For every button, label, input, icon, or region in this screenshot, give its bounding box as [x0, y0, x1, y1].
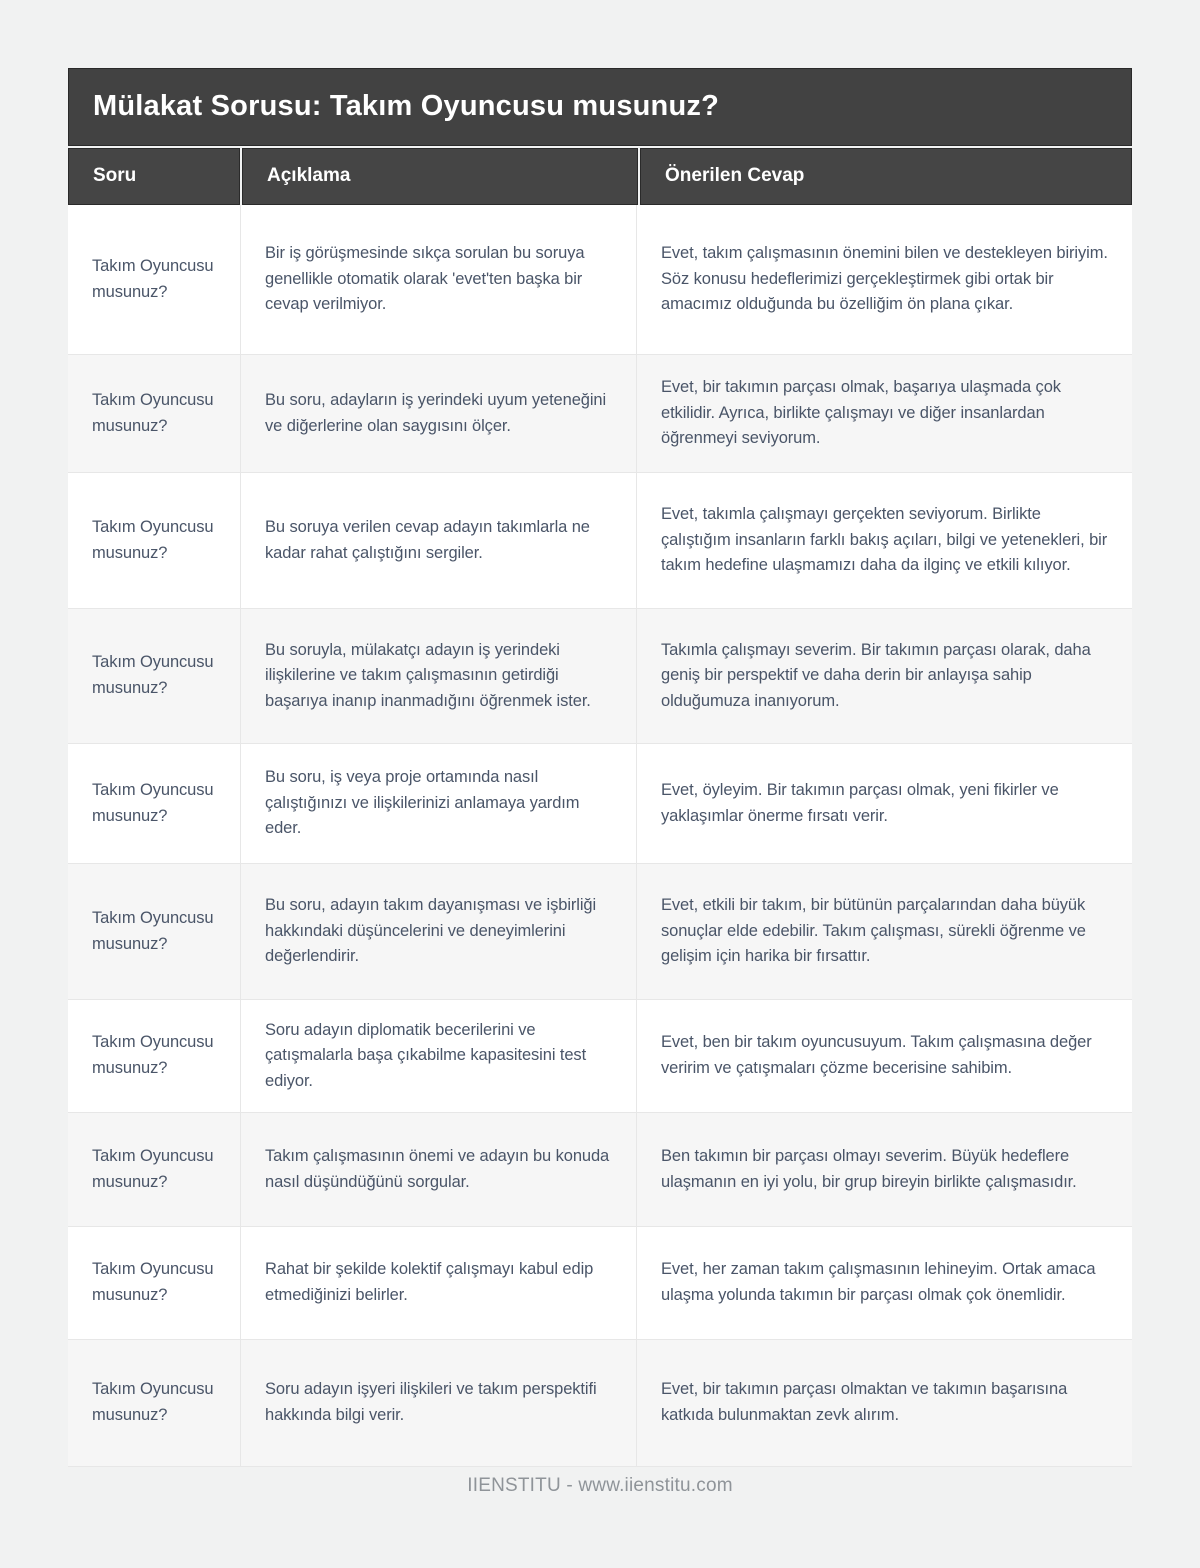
question-cell — [68, 355, 240, 472]
table-body — [68, 205, 1132, 1467]
question-cell-text: Takım Oyuncusu musunuz? — [92, 256, 214, 301]
answer-cell-text: Evet, etkili bir takım, bir bütünün parçalarından daha büyük sonuçlar elde edebilir. Takım çalışması, sürekli öğrenme ve gelişim için harika bir fırsattır. — [661, 896, 1086, 966]
answer-cell — [636, 355, 1132, 472]
answer-cell — [636, 473, 1132, 608]
description-cell — [240, 355, 636, 472]
question-cell — [68, 1227, 240, 1339]
description-cell-text: Bu soru, adayın takım dayanışması ve işbirliği hakkındaki düşüncelerini ve deneyimlerini değerlendirir. — [265, 896, 597, 966]
answer-cell-text: Takımla çalışmayı severim. Bir takımın parçası olarak, daha geniş bir perspektif ve daha derin bir anlayışa sahip olduğumuza inanıyorum. — [661, 640, 1091, 710]
question-cell-text: Takım Oyuncusu musunuz? — [92, 1380, 214, 1424]
table-row — [68, 864, 1132, 1000]
description-cell-text: Bu soru, adayların iş yerindeki uyum yeteneğini ve diğerlerine olan saygısını ölçer. — [265, 390, 607, 435]
question-cell — [68, 1000, 240, 1112]
interview-question-card — [68, 68, 1132, 1467]
description-cell — [240, 744, 636, 863]
column-header-aciklama: Açıklama — [242, 148, 638, 205]
table-row — [68, 609, 1132, 744]
question-cell-text: Takım Oyuncusu musunuz? — [92, 1260, 214, 1304]
description-cell-text: Takım çalışmasının önemi ve adayın bu konuda nasıl düşündüğünü sorgular. — [265, 1146, 610, 1191]
answer-cell-text: Evet, bir takımın parçası olmaktan ve takımın başarısına katkıda bulunmaktan zevk alırım. — [661, 1380, 1068, 1424]
question-cell — [68, 205, 240, 354]
description-cell — [240, 1340, 636, 1466]
description-cell — [240, 1113, 636, 1226]
description-cell-text: Bir iş görüşmesinde sıkça sorulan bu soruya genellikle otomatik olarak 'evet'ten başka bir cevap verilmiyor. — [265, 244, 585, 314]
question-cell-text: Takım Oyuncusu musunuz? — [92, 390, 214, 435]
table-row — [68, 1340, 1132, 1467]
question-cell-text: Takım Oyuncusu musunuz? — [92, 517, 214, 562]
answer-cell-text: Evet, ben bir takım oyuncusuyum. Takım çalışmasına değer veririm ve çatışmaları çözme becerisine sahibim. — [661, 1033, 1092, 1077]
question-cell-text: Takım Oyuncusu musunuz? — [92, 1033, 214, 1077]
description-cell — [240, 1000, 636, 1112]
description-cell-text: Soru adayın diplomatik becerilerini ve çatışmalarla başa çıkabilme kapasitesini test ediyor. — [265, 1020, 587, 1090]
description-cell — [240, 864, 636, 999]
description-cell-text: Bu soru, iş veya proje ortamında nasıl çalıştığınızı ve ilişkilerinizi anlamaya yardım eder. — [265, 768, 580, 838]
description-cell-text: Bu soruya verilen cevap adayın takımlarla ne kadar rahat çalıştığını sergiler. — [265, 517, 590, 562]
footer-credit: IIENSTITU - www.iienstitu.com — [467, 1475, 733, 1496]
column-header-soru: Soru — [68, 148, 240, 205]
answer-cell — [636, 1113, 1132, 1226]
description-cell — [240, 473, 636, 608]
question-cell-text: Takım Oyuncusu musunuz? — [92, 780, 214, 825]
description-cell-text: Bu soruyla, mülakatçı adayın iş yerindeki ilişkilerine ve takım çalışmasının getirdiği başarıya inanıp inanmadığını öğrenmek ister. — [265, 640, 591, 710]
answer-cell-text: Evet, öyleyim. Bir takımın parçası olmak, yeni fikirler ve yaklaşımlar önerme fırsatı verir. — [661, 780, 1059, 825]
answer-cell-text: Evet, bir takımın parçası olmak, başarıya ulaşmada çok etkilidir. Ayrıca, birlikte çalışmayı ve diğer insanlardan öğrenmeyi seviyorum. — [661, 378, 1061, 448]
table-row — [68, 355, 1132, 473]
question-cell-text: Takım Oyuncusu musunuz? — [92, 908, 214, 953]
table-row — [68, 205, 1132, 355]
description-cell-text: Rahat bir şekilde kolektif çalışmayı kabul edip etmediğinizi belirler. — [265, 1260, 594, 1304]
description-cell-text: Soru adayın işyeri ilişkileri ve takım perspektifi hakkında bilgi verir. — [265, 1380, 597, 1424]
table-row — [68, 473, 1132, 609]
description-cell — [240, 205, 636, 354]
answer-cell — [636, 864, 1132, 999]
answer-cell — [636, 205, 1132, 354]
answer-cell — [636, 1340, 1132, 1466]
question-cell — [68, 1113, 240, 1226]
question-cell — [68, 609, 240, 743]
answer-cell — [636, 744, 1132, 863]
question-cell — [68, 473, 240, 608]
description-cell — [240, 609, 636, 743]
table-header — [68, 148, 1132, 205]
answer-cell-text: Ben takımın bir parçası olmayı severim. Büyük hedeflere ulaşmanın en iyi yolu, bir grup bireyin birlikte çalışmasıdır. — [661, 1146, 1077, 1191]
answer-cell-text: Evet, her zaman takım çalışmasının lehineyim. Ortak amaca ulaşma yolunda takımın bir parçası olmak çok önemlidir. — [661, 1260, 1096, 1304]
answer-cell-text: Evet, takım çalışmasının önemini bilen ve destekleyen biriyim. Söz konusu hedeflerimizi gerçekleştirmek gibi ortak bir amacımız olduğunda bu özelliğim ön plana çıkar. — [661, 244, 1108, 314]
question-cell — [68, 1340, 240, 1466]
question-cell-text: Takım Oyuncusu musunuz? — [92, 653, 214, 697]
answer-cell — [636, 1227, 1132, 1339]
table-row — [68, 744, 1132, 864]
answer-cell — [636, 1000, 1132, 1112]
table-row — [68, 1113, 1132, 1227]
page-title: Mülakat Sorusu: Takım Oyuncusu musunuz? — [68, 68, 1132, 146]
question-cell-text: Takım Oyuncusu musunuz? — [92, 1146, 214, 1191]
question-cell — [68, 744, 240, 863]
table-row — [68, 1000, 1132, 1113]
table-row — [68, 1227, 1132, 1340]
question-cell — [68, 864, 240, 999]
description-cell — [240, 1227, 636, 1339]
answer-cell-text: Evet, takımla çalışmayı gerçekten seviyorum. Birlikte çalıştığım insanların farklı bakış açıları, bilgi ve yetenekleri, bir takım hedefine ulaşmamızı daha da ilginç ve etkili kılıyor. — [661, 505, 1108, 575]
column-header-onerilen-cevap: Önerilen Cevap — [640, 148, 1132, 205]
answer-cell — [636, 609, 1132, 743]
